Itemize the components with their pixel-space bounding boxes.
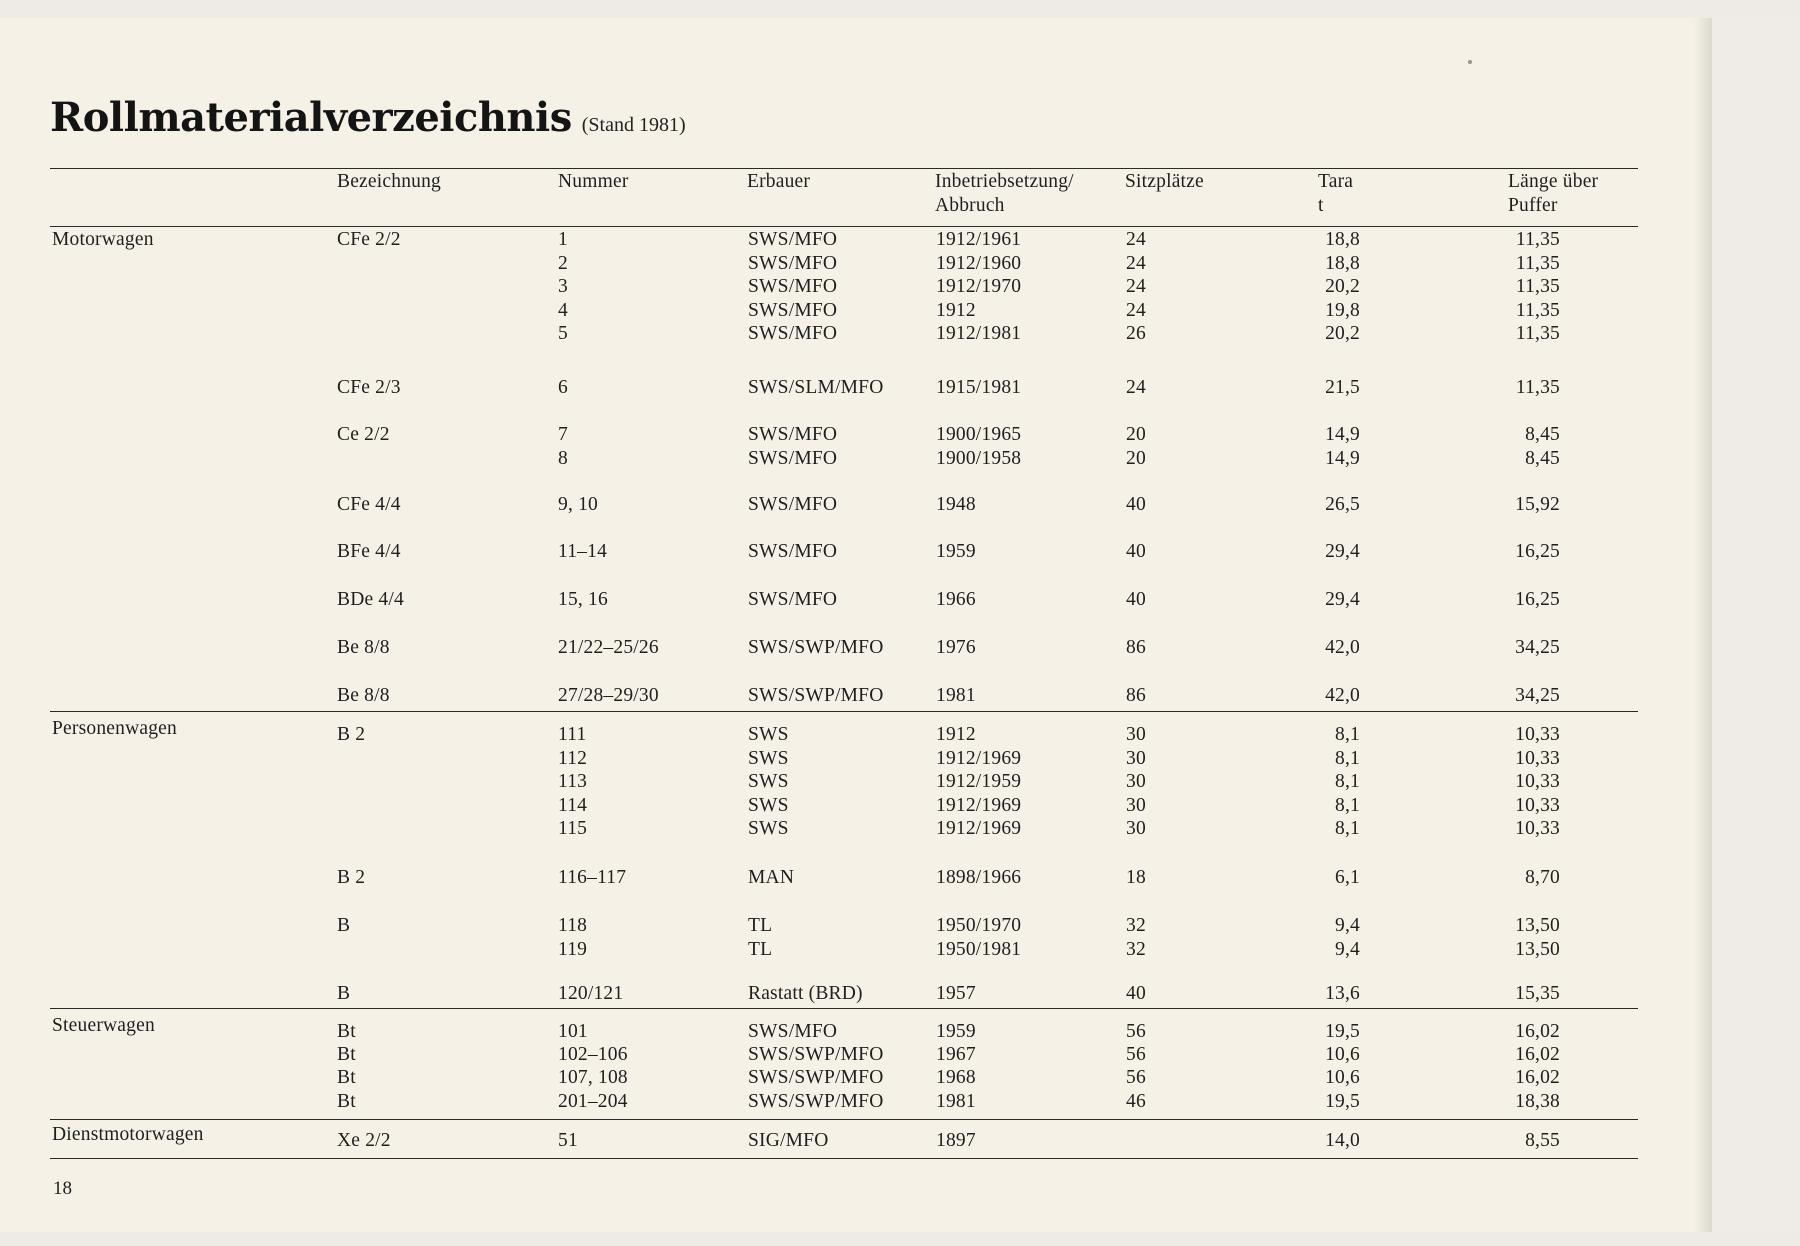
nummer-cell: 7	[558, 424, 568, 445]
erbauer-cell: SWS/SWP/MFO	[748, 1067, 884, 1088]
erbauer-cell: SWS	[748, 747, 789, 769]
table-bottom-rule	[50, 1158, 1638, 1159]
inbetriebsetzung-cell: 1912/1981	[936, 323, 1022, 345]
laenge-cell: 8,70	[1525, 867, 1560, 888]
laenge-cell: 10,33	[1515, 747, 1560, 769]
inbetriebsetzung-cell: 1912	[936, 299, 976, 321]
designation-cell: BFe 4/4	[337, 541, 401, 562]
tara-cell: 21,5	[1325, 377, 1360, 398]
section-rule	[50, 226, 1638, 227]
erbauer-cell: SWS/MFO	[748, 494, 838, 515]
tara-cell: 19,5	[1325, 1021, 1360, 1042]
erbauer-cell: SWS/MFO	[748, 323, 838, 345]
nummer-cell: 107, 108	[558, 1067, 628, 1088]
inbetriebsetzung-cell: 1912/1969	[936, 794, 1022, 816]
inbetriebsetzung-cell: 1912/1961	[936, 229, 1022, 250]
nummer-cell: 118	[558, 915, 588, 936]
inbetriebsetzung-cell: 1959	[936, 1021, 976, 1042]
laenge-cell: 10,33	[1515, 794, 1560, 816]
laenge-cell: 16,02	[1515, 1067, 1560, 1088]
erbauer-cell: SWS/MFO	[748, 424, 838, 445]
erbauer-cell: SIG/MFO	[748, 1130, 829, 1151]
inbetriebsetzung-cell: 1976	[936, 637, 976, 658]
tara-cell: 6,1	[1335, 867, 1360, 888]
designation-cell: B	[337, 915, 351, 936]
inbetriebsetzung-cell: 1912/1960	[936, 252, 1022, 274]
sitzplaetze-cell: 24	[1126, 252, 1146, 274]
nummer-cell: 120/121	[558, 983, 624, 1004]
nummer-cell: 101	[558, 1021, 588, 1042]
laenge-cell: 34,25	[1515, 685, 1560, 706]
sitzplaetze-cell: 20	[1126, 447, 1146, 469]
tara-cell: 8,1	[1335, 818, 1360, 840]
laenge-cell: 16,02	[1515, 1044, 1560, 1065]
nummer-cell: 111	[558, 724, 587, 745]
erbauer-cell: SWS	[748, 818, 789, 840]
designation-cell: B 2	[337, 867, 366, 888]
nummer-cell: 4	[558, 299, 568, 321]
inbetriebsetzung-cell: 1959	[936, 541, 976, 562]
erbauer-cell: SWS/MFO	[748, 1021, 838, 1042]
designation-cell: Bt	[337, 1021, 356, 1042]
sitzplaetze-cell: 32	[1126, 915, 1146, 936]
inbetriebsetzung-cell: 1981	[936, 685, 976, 706]
laenge-cell: 15,35	[1515, 983, 1560, 1004]
tara-cell: 29,4	[1325, 541, 1360, 562]
nummer-cell: 2	[558, 252, 568, 274]
sitzplaetze-cell: 18	[1126, 867, 1146, 888]
laenge-cell: 10,33	[1515, 724, 1560, 745]
erbauer-cell: SWS/MFO	[748, 299, 838, 321]
sitzplaetze-cell: 40	[1126, 541, 1146, 562]
designation-cell: CFe 4/4	[337, 494, 401, 515]
designation-cell: CFe 2/2	[337, 229, 401, 250]
erbauer-cell: Rastatt (BRD)	[748, 983, 863, 1004]
laenge-cell: 11,35	[1515, 229, 1560, 250]
sitzplaetze-cell: 24	[1126, 276, 1146, 298]
tara-cell: 19,8	[1325, 299, 1360, 321]
laenge-cell: 11,35	[1515, 377, 1560, 398]
laenge-cell: 8,45	[1525, 424, 1560, 445]
erbauer-cell: SWS/SWP/MFO	[748, 1044, 884, 1065]
section-rule	[50, 1119, 1638, 1120]
sitzplaetze-cell: 30	[1126, 724, 1146, 745]
sitzplaetze-cell: 24	[1126, 377, 1146, 398]
sitzplaetze-cell: 40	[1126, 494, 1146, 515]
col-header-erbauer: Erbauer	[747, 171, 811, 192]
sitzplaetze-cell: 86	[1126, 685, 1146, 706]
sitzplaetze-cell: 20	[1126, 424, 1146, 445]
nummer-cell: 3	[558, 276, 568, 298]
sitzplaetze-cell: 24	[1126, 299, 1146, 321]
tara-cell: 8,1	[1335, 794, 1360, 816]
header-top-rule	[50, 168, 1638, 169]
tara-cell: 29,4	[1325, 589, 1360, 610]
tara-cell: 9,4	[1335, 915, 1360, 936]
tara-cell: 10,6	[1325, 1067, 1360, 1088]
tara-cell: 10,6	[1325, 1044, 1360, 1065]
inbetriebsetzung-cell: 1912/1959	[936, 771, 1022, 793]
page-number: 18	[53, 1178, 72, 1199]
nummer-cell: 11–14	[558, 541, 608, 562]
laenge-cell: 18,38	[1515, 1091, 1560, 1112]
erbauer-cell: SWS/MFO	[748, 276, 838, 298]
laenge-cell: 8,45	[1525, 447, 1560, 469]
laenge-cell: 11,35	[1515, 252, 1560, 274]
sitzplaetze-cell: 30	[1126, 794, 1146, 816]
inbetriebsetzung-cell: 1900/1958	[936, 447, 1022, 469]
designation-cell: Bt	[337, 1067, 356, 1088]
category-label: Motorwagen	[52, 229, 154, 250]
sitzplaetze-cell: 40	[1126, 983, 1146, 1004]
laenge-cell: 11,35	[1515, 299, 1560, 321]
laenge-cell: 11,35	[1515, 276, 1560, 298]
tara-cell: 14,9	[1325, 424, 1360, 445]
inbetriebsetzung-cell: 1968	[936, 1067, 976, 1088]
nummer-cell: 1	[558, 229, 568, 250]
nummer-cell: 21/22–25/26	[558, 637, 659, 658]
nummer-cell: 102–106	[558, 1044, 628, 1065]
tara-cell: 26,5	[1325, 494, 1360, 515]
sitzplaetze-cell: 56	[1126, 1021, 1146, 1042]
category-label: Personenwagen	[52, 718, 177, 739]
inbetriebsetzung-cell: 1912/1969	[936, 747, 1022, 769]
tara-cell: 14,0	[1325, 1130, 1360, 1151]
inbetriebsetzung-cell: 1967	[936, 1044, 976, 1065]
laenge-cell: 34,25	[1515, 637, 1560, 658]
designation-cell: B 2	[337, 724, 366, 745]
designation-cell: BDe 4/4	[337, 589, 404, 610]
laenge-cell: 10,33	[1515, 771, 1560, 793]
sitzplaetze-cell: 30	[1126, 818, 1146, 840]
nummer-cell: 112	[558, 747, 588, 769]
inbetriebsetzung-cell: 1915/1981	[936, 377, 1022, 398]
nummer-cell: 115	[558, 818, 588, 840]
sitzplaetze-cell: 56	[1126, 1067, 1146, 1088]
sitzplaetze-cell: 46	[1126, 1091, 1146, 1112]
laenge-cell: 15,92	[1515, 494, 1560, 515]
sitzplaetze-cell: 56	[1126, 1044, 1146, 1065]
title-subtitle: (Stand 1981)	[581, 114, 686, 136]
designation-cell: Bt	[337, 1044, 356, 1065]
nummer-cell: 5	[558, 323, 568, 345]
designation-cell: Xe 2/2	[337, 1130, 391, 1151]
col-header-tara: Tara t	[1318, 171, 1354, 216]
designation-cell: B	[337, 983, 351, 1004]
inbetriebsetzung-cell: 1966	[936, 589, 976, 610]
laenge-cell: 11,35	[1515, 323, 1560, 345]
inbetriebsetzung-cell: 1900/1965	[936, 424, 1022, 445]
tara-cell: 42,0	[1325, 685, 1360, 706]
nummer-cell: 8	[558, 447, 568, 469]
erbauer-cell: SWS	[748, 724, 789, 745]
nummer-cell: 15, 16	[558, 589, 608, 610]
erbauer-cell: SWS/SWP/MFO	[748, 1091, 884, 1112]
erbauer-cell: SWS/MFO	[748, 447, 838, 469]
tara-cell: 42,0	[1325, 637, 1360, 658]
designation-cell: Bt	[337, 1091, 356, 1112]
inbetriebsetzung-cell: 1912	[936, 724, 976, 745]
nummer-cell: 6	[558, 377, 568, 398]
inbetriebsetzung-cell: 1950/1970	[936, 915, 1022, 936]
col-header-bezeichnung: Bezeichnung	[337, 171, 441, 192]
erbauer-cell: SWS	[748, 794, 789, 816]
laenge-cell: 16,02	[1515, 1021, 1560, 1042]
laenge-cell: 16,25	[1515, 541, 1560, 562]
inbetriebsetzung-cell: 1898/1966	[936, 867, 1022, 888]
tara-cell: 13,6	[1325, 983, 1360, 1004]
tara-cell: 18,8	[1325, 229, 1360, 250]
section-rule	[50, 711, 1638, 712]
nummer-cell: 201–204	[558, 1091, 628, 1112]
tara-cell: 20,2	[1325, 323, 1360, 345]
inbetriebsetzung-cell: 1950/1981	[936, 938, 1022, 960]
laenge-cell: 16,25	[1515, 589, 1560, 610]
nummer-cell: 119	[558, 938, 588, 960]
category-label: Steuerwagen	[52, 1015, 155, 1036]
laenge-cell: 8,55	[1525, 1130, 1560, 1151]
inbetriebsetzung-cell: 1912/1969	[936, 818, 1022, 840]
erbauer-cell: SWS/MFO	[748, 541, 838, 562]
tara-cell: 14,9	[1325, 447, 1360, 469]
erbauer-cell: SWS	[748, 771, 789, 793]
erbauer-cell: SWS/SLM/MFO	[748, 377, 884, 398]
category-label: Dienstmotorwagen	[52, 1124, 204, 1145]
title-main: Rollmaterialverzeichnis	[50, 94, 572, 141]
inbetriebsetzung-cell: 1957	[936, 983, 976, 1004]
inbetriebsetzung-cell: 1897	[936, 1130, 976, 1151]
nummer-cell: 114	[558, 794, 588, 816]
section-rule	[50, 1008, 1638, 1009]
tara-cell: 9,4	[1335, 938, 1360, 960]
inbetriebsetzung-cell: 1912/1970	[936, 276, 1022, 298]
tara-cell: 20,2	[1325, 276, 1360, 298]
col-header-laenge: Länge über Puffer	[1508, 171, 1599, 216]
laenge-cell: 13,50	[1515, 915, 1560, 936]
designation-cell: Ce 2/2	[337, 424, 390, 445]
tara-cell: 19,5	[1325, 1091, 1360, 1112]
designation-cell: CFe 2/3	[337, 377, 401, 398]
nummer-cell: 116–117	[558, 867, 627, 888]
designation-cell: Be 8/8	[337, 685, 390, 706]
facing-page-edge	[1712, 18, 1800, 1232]
tara-cell: 8,1	[1335, 771, 1360, 793]
erbauer-cell: SWS/SWP/MFO	[748, 685, 884, 706]
col-header-sitzplaetze: Sitzplätze	[1125, 171, 1204, 192]
designation-cell: Be 8/8	[337, 637, 390, 658]
sitzplaetze-cell: 40	[1126, 589, 1146, 610]
erbauer-cell: SWS/SWP/MFO	[748, 637, 884, 658]
sitzplaetze-cell: 30	[1126, 771, 1146, 793]
erbauer-cell: MAN	[748, 867, 795, 888]
tara-cell: 8,1	[1335, 724, 1360, 745]
erbauer-cell: SWS/MFO	[748, 252, 838, 274]
sitzplaetze-cell: 26	[1126, 323, 1146, 345]
sitzplaetze-cell: 32	[1126, 938, 1146, 960]
laenge-cell: 13,50	[1515, 938, 1560, 960]
inbetriebsetzung-cell: 1981	[936, 1091, 976, 1112]
erbauer-cell: TL	[748, 938, 773, 960]
erbauer-cell: TL	[748, 915, 773, 936]
laenge-cell: 10,33	[1515, 818, 1560, 840]
col-header-nummer: Nummer	[558, 171, 629, 192]
inbetriebsetzung-cell: 1948	[936, 494, 976, 515]
sitzplaetze-cell: 24	[1126, 229, 1146, 250]
tara-cell: 18,8	[1325, 252, 1360, 274]
erbauer-cell: SWS/MFO	[748, 229, 838, 250]
page-title	[50, 94, 686, 141]
col-header-inbetriebsetzung: Inbetriebsetzung/ Abbruch	[935, 171, 1074, 216]
sitzplaetze-cell: 86	[1126, 637, 1146, 658]
erbauer-cell: SWS/MFO	[748, 589, 838, 610]
nummer-cell: 27/28–29/30	[558, 685, 659, 706]
nummer-cell: 51	[558, 1130, 578, 1151]
nummer-cell: 113	[558, 771, 588, 793]
nummer-cell: 9, 10	[558, 494, 598, 515]
paper-speck	[1468, 60, 1472, 64]
tara-cell: 8,1	[1335, 747, 1360, 769]
sitzplaetze-cell: 30	[1126, 747, 1146, 769]
